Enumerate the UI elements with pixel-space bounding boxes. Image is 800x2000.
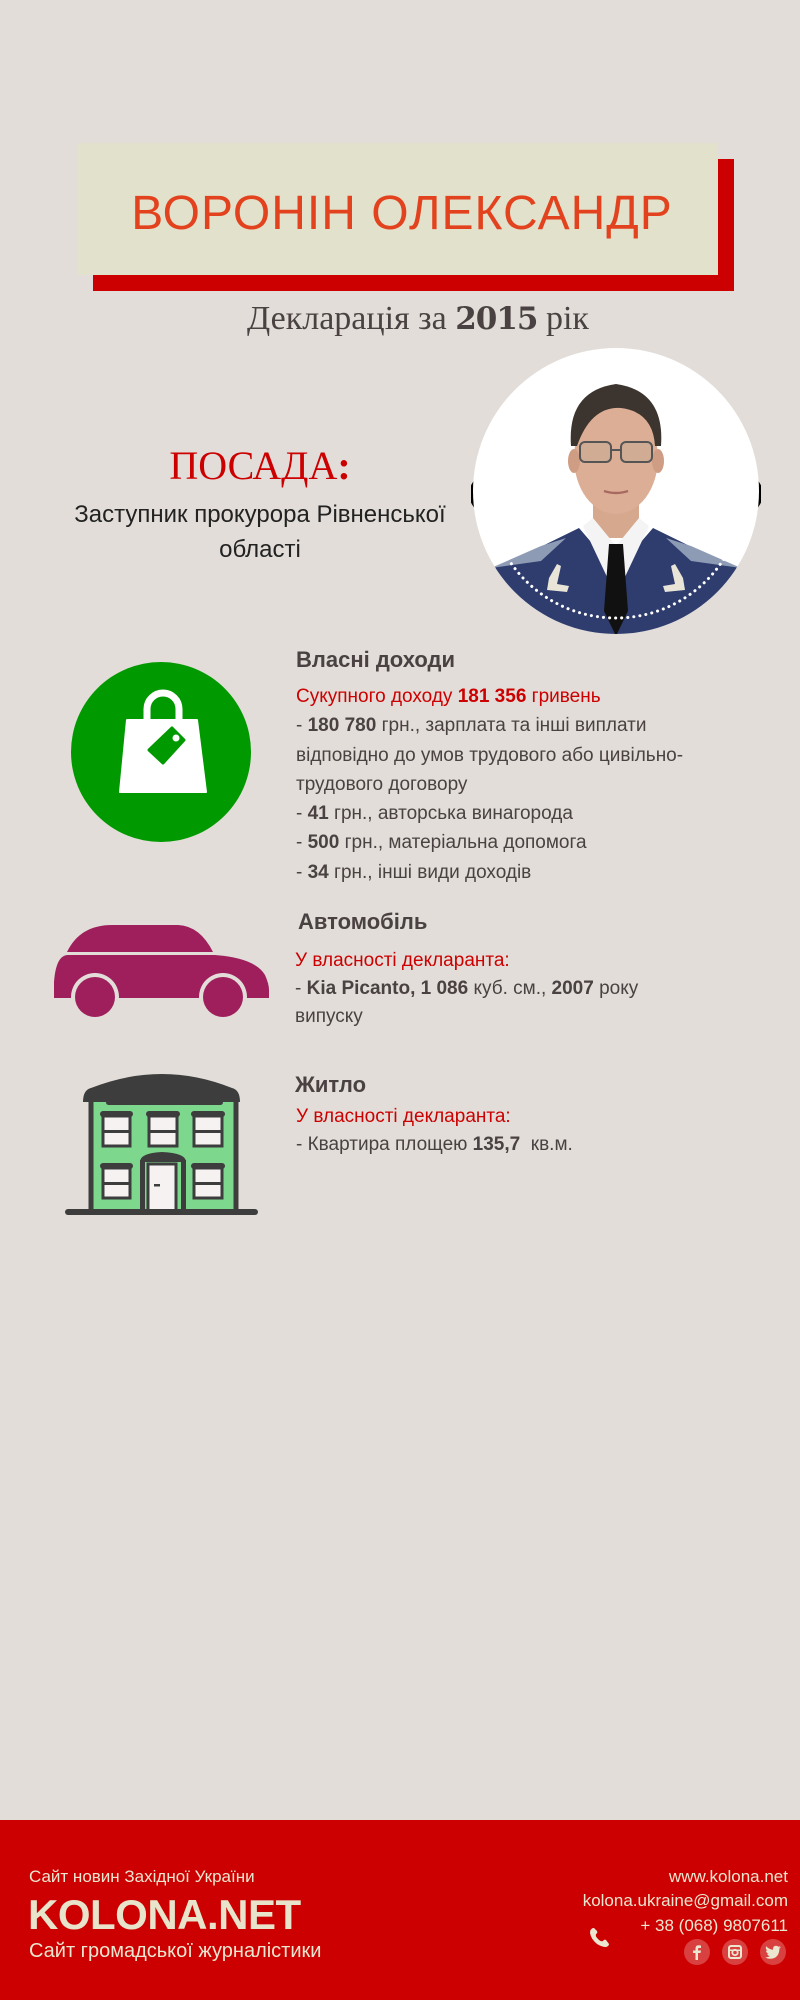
facebook-icon[interactable] <box>684 1939 710 1965</box>
position-title: Заступник прокурора Рівненської області <box>74 501 446 563</box>
income-total: Сукупного доходу 181 356 гривень <box>296 686 601 707</box>
vehicle-owner-label: У власності декларанта: <box>295 950 510 971</box>
house-icon <box>60 1060 265 1220</box>
portrait-photo <box>471 346 761 636</box>
income-item: - 500 грн., матеріальна допомога <box>296 832 587 854</box>
position-colon: : <box>337 443 351 488</box>
income-amount: 180 780 <box>307 715 377 737</box>
vehicle-model: Kia Picanto, 1 086 <box>306 978 469 999</box>
vehicle-details <box>295 947 705 1031</box>
vehicle-item: - Kia Picanto, 1 086 куб. см., 2007 року випуску <box>295 978 639 1027</box>
footer-phone[interactable]: + 38 (068) 9807611 <box>640 1916 788 1935</box>
housing-area: 135,7 <box>472 1133 521 1155</box>
footer-email-link[interactable]: kolona.ukraine@gmail.com <box>582 1891 788 1910</box>
income-item: - 41 грн., авторська винагорода <box>296 803 573 825</box>
phone-icon <box>588 1925 612 1949</box>
housing-owner-label: У власності декларанта: <box>296 1106 511 1127</box>
portrait-image <box>471 346 761 636</box>
vehicle-year: 2007 <box>551 978 594 999</box>
footer-tagline-top: Сайт новин Західної України <box>29 1867 255 1886</box>
position-label <box>40 443 480 488</box>
person-name: ВОРОНІН ОЛЕКСАНДР <box>131 187 673 240</box>
housing-item: - Квартира площею 135,7 кв.м. <box>296 1133 573 1155</box>
footer-website-link[interactable]: www.kolona.net <box>668 1867 788 1886</box>
vehicle-heading: Автомобіль <box>298 909 428 934</box>
declaration-prefix: Декларація за <box>247 300 456 337</box>
shopping-bag-tag-icon <box>71 662 251 842</box>
declaration-suffix: рік <box>537 300 589 337</box>
position-label-text: ПОСАДА <box>169 443 338 488</box>
declaration-subtitle <box>18 302 800 336</box>
declaration-year: 2015 <box>455 301 538 337</box>
income-amount: 34 <box>307 861 329 883</box>
income-total-amount: 181 356 <box>457 686 527 707</box>
income-amount: 500 <box>307 832 340 854</box>
income-item: - 180 780 грн., зарплата та інші виплати відповідно до умов трудового або цивільно-трудового договору <box>296 715 684 795</box>
footer-brand-logo: KOLONA.NET <box>28 1891 301 1938</box>
footer-tagline-bottom: Сайт громадської журналістики <box>29 1940 322 1962</box>
income-heading: Власні доходи <box>296 647 456 672</box>
income-details <box>296 682 706 887</box>
income-amount: 41 <box>307 803 329 825</box>
car-icon <box>50 920 275 1025</box>
instagram-icon[interactable] <box>722 1939 748 1965</box>
income-item: - 34 грн., інші види доходів <box>296 861 532 883</box>
housing-details <box>296 1103 706 1158</box>
twitter-icon[interactable] <box>760 1939 786 1965</box>
housing-heading: Житло <box>295 1072 367 1097</box>
